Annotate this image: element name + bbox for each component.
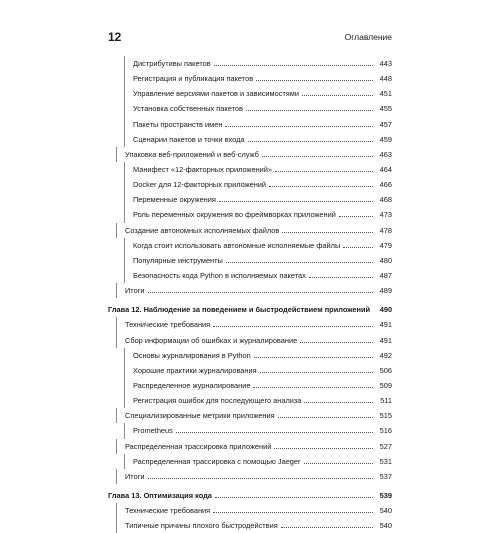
toc-entry-page-number: 463 bbox=[379, 149, 392, 159]
toc-entry[interactable] bbox=[124, 207, 392, 222]
dot-leader bbox=[226, 262, 373, 263]
toc-entry-page-number: 443 bbox=[379, 59, 392, 69]
dot-leader bbox=[300, 342, 373, 343]
dot-leader bbox=[213, 512, 373, 513]
toc-entry[interactable] bbox=[124, 56, 392, 71]
toc-entry-page-number: 515 bbox=[379, 411, 392, 421]
toc-entry-title: Хорошие практики журналирования bbox=[133, 365, 257, 375]
toc-entry-title: Распределенная трассировка с помощью Jaeger bbox=[133, 456, 301, 466]
dot-leader bbox=[225, 126, 373, 127]
toc-entry-page-number: 537 bbox=[379, 471, 392, 481]
dot-leader bbox=[343, 247, 373, 248]
toc-entry-page-number: 468 bbox=[379, 195, 392, 205]
toc-entry[interactable] bbox=[124, 348, 392, 363]
toc-entry[interactable] bbox=[124, 132, 392, 147]
toc-entry-title: Установка собственных пакетов bbox=[133, 104, 243, 114]
toc-entry-title: Упаковка веб-приложений и веб-служб bbox=[125, 149, 259, 159]
toc-entry-page-number: 540 bbox=[379, 506, 392, 516]
toc-entry-title: Безопасность кода Python в исполняемых пакетах bbox=[133, 271, 306, 281]
dot-leader bbox=[304, 402, 373, 403]
toc-entry-title: Сбор информации об ошибках и журналирование bbox=[125, 335, 298, 345]
toc-entry[interactable] bbox=[116, 223, 392, 238]
toc-entry-page-number: 479 bbox=[379, 240, 392, 250]
toc-entry-title: Технические требования bbox=[125, 506, 211, 516]
toc-entry-page-number: 466 bbox=[379, 180, 392, 190]
toc-entry-page-number: 480 bbox=[379, 255, 392, 265]
toc-entry[interactable] bbox=[124, 177, 392, 192]
toc-entry-title: Глава 13. Оптимизация кода bbox=[108, 491, 212, 500]
toc-entry-title: Регистрация и публикация пакетов bbox=[133, 74, 254, 84]
toc-entry-title: Технические требования bbox=[125, 320, 211, 330]
toc-entry-page-number: 540 bbox=[379, 521, 392, 531]
toc-entry[interactable] bbox=[124, 363, 392, 378]
toc-entry[interactable] bbox=[116, 503, 392, 518]
page-header bbox=[108, 30, 392, 46]
toc-entry-title: Docker для 12-факторных приложений bbox=[133, 180, 267, 190]
dot-leader bbox=[219, 201, 373, 202]
toc-entry[interactable] bbox=[116, 317, 392, 332]
toc-entry-page-number: 516 bbox=[379, 426, 392, 436]
toc-entry[interactable] bbox=[116, 408, 392, 423]
dot-leader bbox=[260, 372, 373, 373]
dot-leader bbox=[274, 448, 373, 449]
toc-entry[interactable] bbox=[116, 333, 392, 348]
toc-entry-page-number: 527 bbox=[379, 441, 392, 451]
toc-entry-page-number: 489 bbox=[379, 286, 392, 296]
toc-chapter-entry[interactable] bbox=[108, 488, 392, 503]
toc-entry-title: Переменные окружения bbox=[133, 195, 216, 205]
dot-leader bbox=[213, 326, 373, 327]
toc-entry-title: Итоги bbox=[125, 286, 145, 296]
toc-entry[interactable] bbox=[124, 86, 392, 101]
toc-entry-title: Роль переменных окружения во фреймворках приложений bbox=[133, 210, 336, 220]
toc-entry-page-number: 473 bbox=[379, 210, 392, 220]
toc-entry-title: Типичные причины плохого быстродействия bbox=[125, 521, 278, 531]
dot-leader bbox=[304, 463, 374, 464]
toc-entry-page-number: 491 bbox=[379, 320, 392, 330]
dot-leader bbox=[214, 65, 373, 66]
table-of-contents bbox=[108, 56, 392, 533]
toc-entry[interactable] bbox=[124, 268, 392, 283]
toc-entry[interactable] bbox=[116, 439, 392, 454]
dot-leader bbox=[253, 387, 373, 388]
toc-entry[interactable] bbox=[124, 117, 392, 132]
toc-entry-page-number: 511 bbox=[380, 396, 392, 406]
toc-entry-page-number: 457 bbox=[379, 119, 392, 129]
dot-leader bbox=[148, 292, 373, 293]
dot-leader bbox=[215, 497, 373, 498]
toc-entry[interactable] bbox=[124, 378, 392, 393]
toc-entry[interactable] bbox=[124, 238, 392, 253]
toc-chapter-entry[interactable] bbox=[108, 302, 392, 317]
dot-leader bbox=[339, 216, 373, 217]
dot-leader bbox=[148, 478, 373, 479]
toc-entry[interactable] bbox=[116, 283, 392, 298]
toc-entry-title: Prometheus bbox=[133, 426, 173, 436]
toc-entry-title: Пакеты пространств имен bbox=[133, 119, 223, 129]
toc-entry-page-number: 487 bbox=[379, 271, 392, 281]
toc-entry-page-number: 509 bbox=[379, 381, 392, 391]
toc-entry-title: Сценарии пакетов и точки входа bbox=[133, 134, 245, 144]
dot-leader bbox=[254, 357, 373, 358]
toc-entry-page-number: 459 bbox=[379, 134, 392, 144]
toc-entry-title: Когда стоит использовать автономные исполняемые файлы bbox=[133, 240, 341, 250]
toc-entry-title: Основы журналирования в Python bbox=[133, 350, 251, 360]
toc-entry-page-number: 451 bbox=[379, 89, 392, 99]
toc-entry-title: Популярные инструменты bbox=[133, 255, 223, 265]
toc-entry-title: Итоги bbox=[125, 471, 145, 481]
toc-entry[interactable] bbox=[116, 518, 392, 533]
dot-leader bbox=[248, 141, 373, 142]
toc-entry-title: Создание автономных исполняемых файлов bbox=[125, 225, 280, 235]
toc-entry-title: Управление версиями пакетов и зависимостями bbox=[133, 89, 300, 99]
toc-entry-title: Дистрибутивы пакетов bbox=[133, 59, 211, 69]
toc-entry[interactable] bbox=[124, 423, 392, 438]
dot-leader bbox=[176, 432, 373, 433]
dot-leader bbox=[256, 80, 373, 81]
dot-leader bbox=[278, 417, 373, 418]
toc-entry[interactable] bbox=[124, 192, 392, 207]
toc-entry-page-number: 506 bbox=[379, 365, 392, 375]
toc-entry-title: Распределенное журналирование bbox=[133, 381, 251, 391]
toc-entry-title: Манифест «12-факторных приложений» bbox=[133, 165, 273, 175]
toc-entry[interactable] bbox=[124, 71, 392, 86]
toc-entry[interactable] bbox=[116, 147, 392, 162]
dot-leader bbox=[262, 156, 373, 157]
toc-entry[interactable] bbox=[124, 253, 392, 268]
dot-leader bbox=[246, 110, 373, 111]
page-number: 12 bbox=[108, 30, 122, 44]
dot-leader bbox=[269, 186, 373, 187]
toc-entry[interactable] bbox=[124, 454, 392, 469]
dot-leader bbox=[302, 95, 373, 96]
dot-leader bbox=[309, 277, 373, 278]
toc-entry-page-number: 539 bbox=[379, 491, 392, 500]
toc-entry-title: Специализированные метрики приложения bbox=[125, 411, 275, 421]
toc-entry-page-number: 464 bbox=[379, 165, 392, 175]
dot-leader bbox=[281, 527, 373, 528]
toc-entry-page-number: 490 bbox=[379, 305, 393, 315]
toc-entry-page-number: 455 bbox=[379, 104, 392, 114]
toc-entry-page-number: 448 bbox=[379, 74, 392, 84]
dot-leader bbox=[282, 232, 373, 233]
toc-entry[interactable] bbox=[124, 162, 392, 177]
toc-entry[interactable] bbox=[124, 101, 392, 116]
toc-entry[interactable] bbox=[116, 469, 392, 484]
toc-entry-title: Регистрация ошибок для последующего анализа bbox=[133, 396, 302, 406]
dot-leader bbox=[275, 171, 373, 172]
toc-entry[interactable] bbox=[124, 393, 392, 408]
toc-entry-page-number: 491 bbox=[379, 335, 392, 345]
toc-entry-title: Распределенная трассировка приложений bbox=[125, 441, 272, 451]
running-section-title: Оглавление bbox=[344, 32, 392, 42]
toc-entry-page-number: 531 bbox=[379, 456, 392, 466]
toc-entry-title: Глава 12. Наблюдение за поведением и быстродействием приложений bbox=[108, 305, 371, 315]
toc-entry-page-number: 492 bbox=[379, 350, 392, 360]
toc-entry-page-number: 478 bbox=[379, 225, 392, 235]
